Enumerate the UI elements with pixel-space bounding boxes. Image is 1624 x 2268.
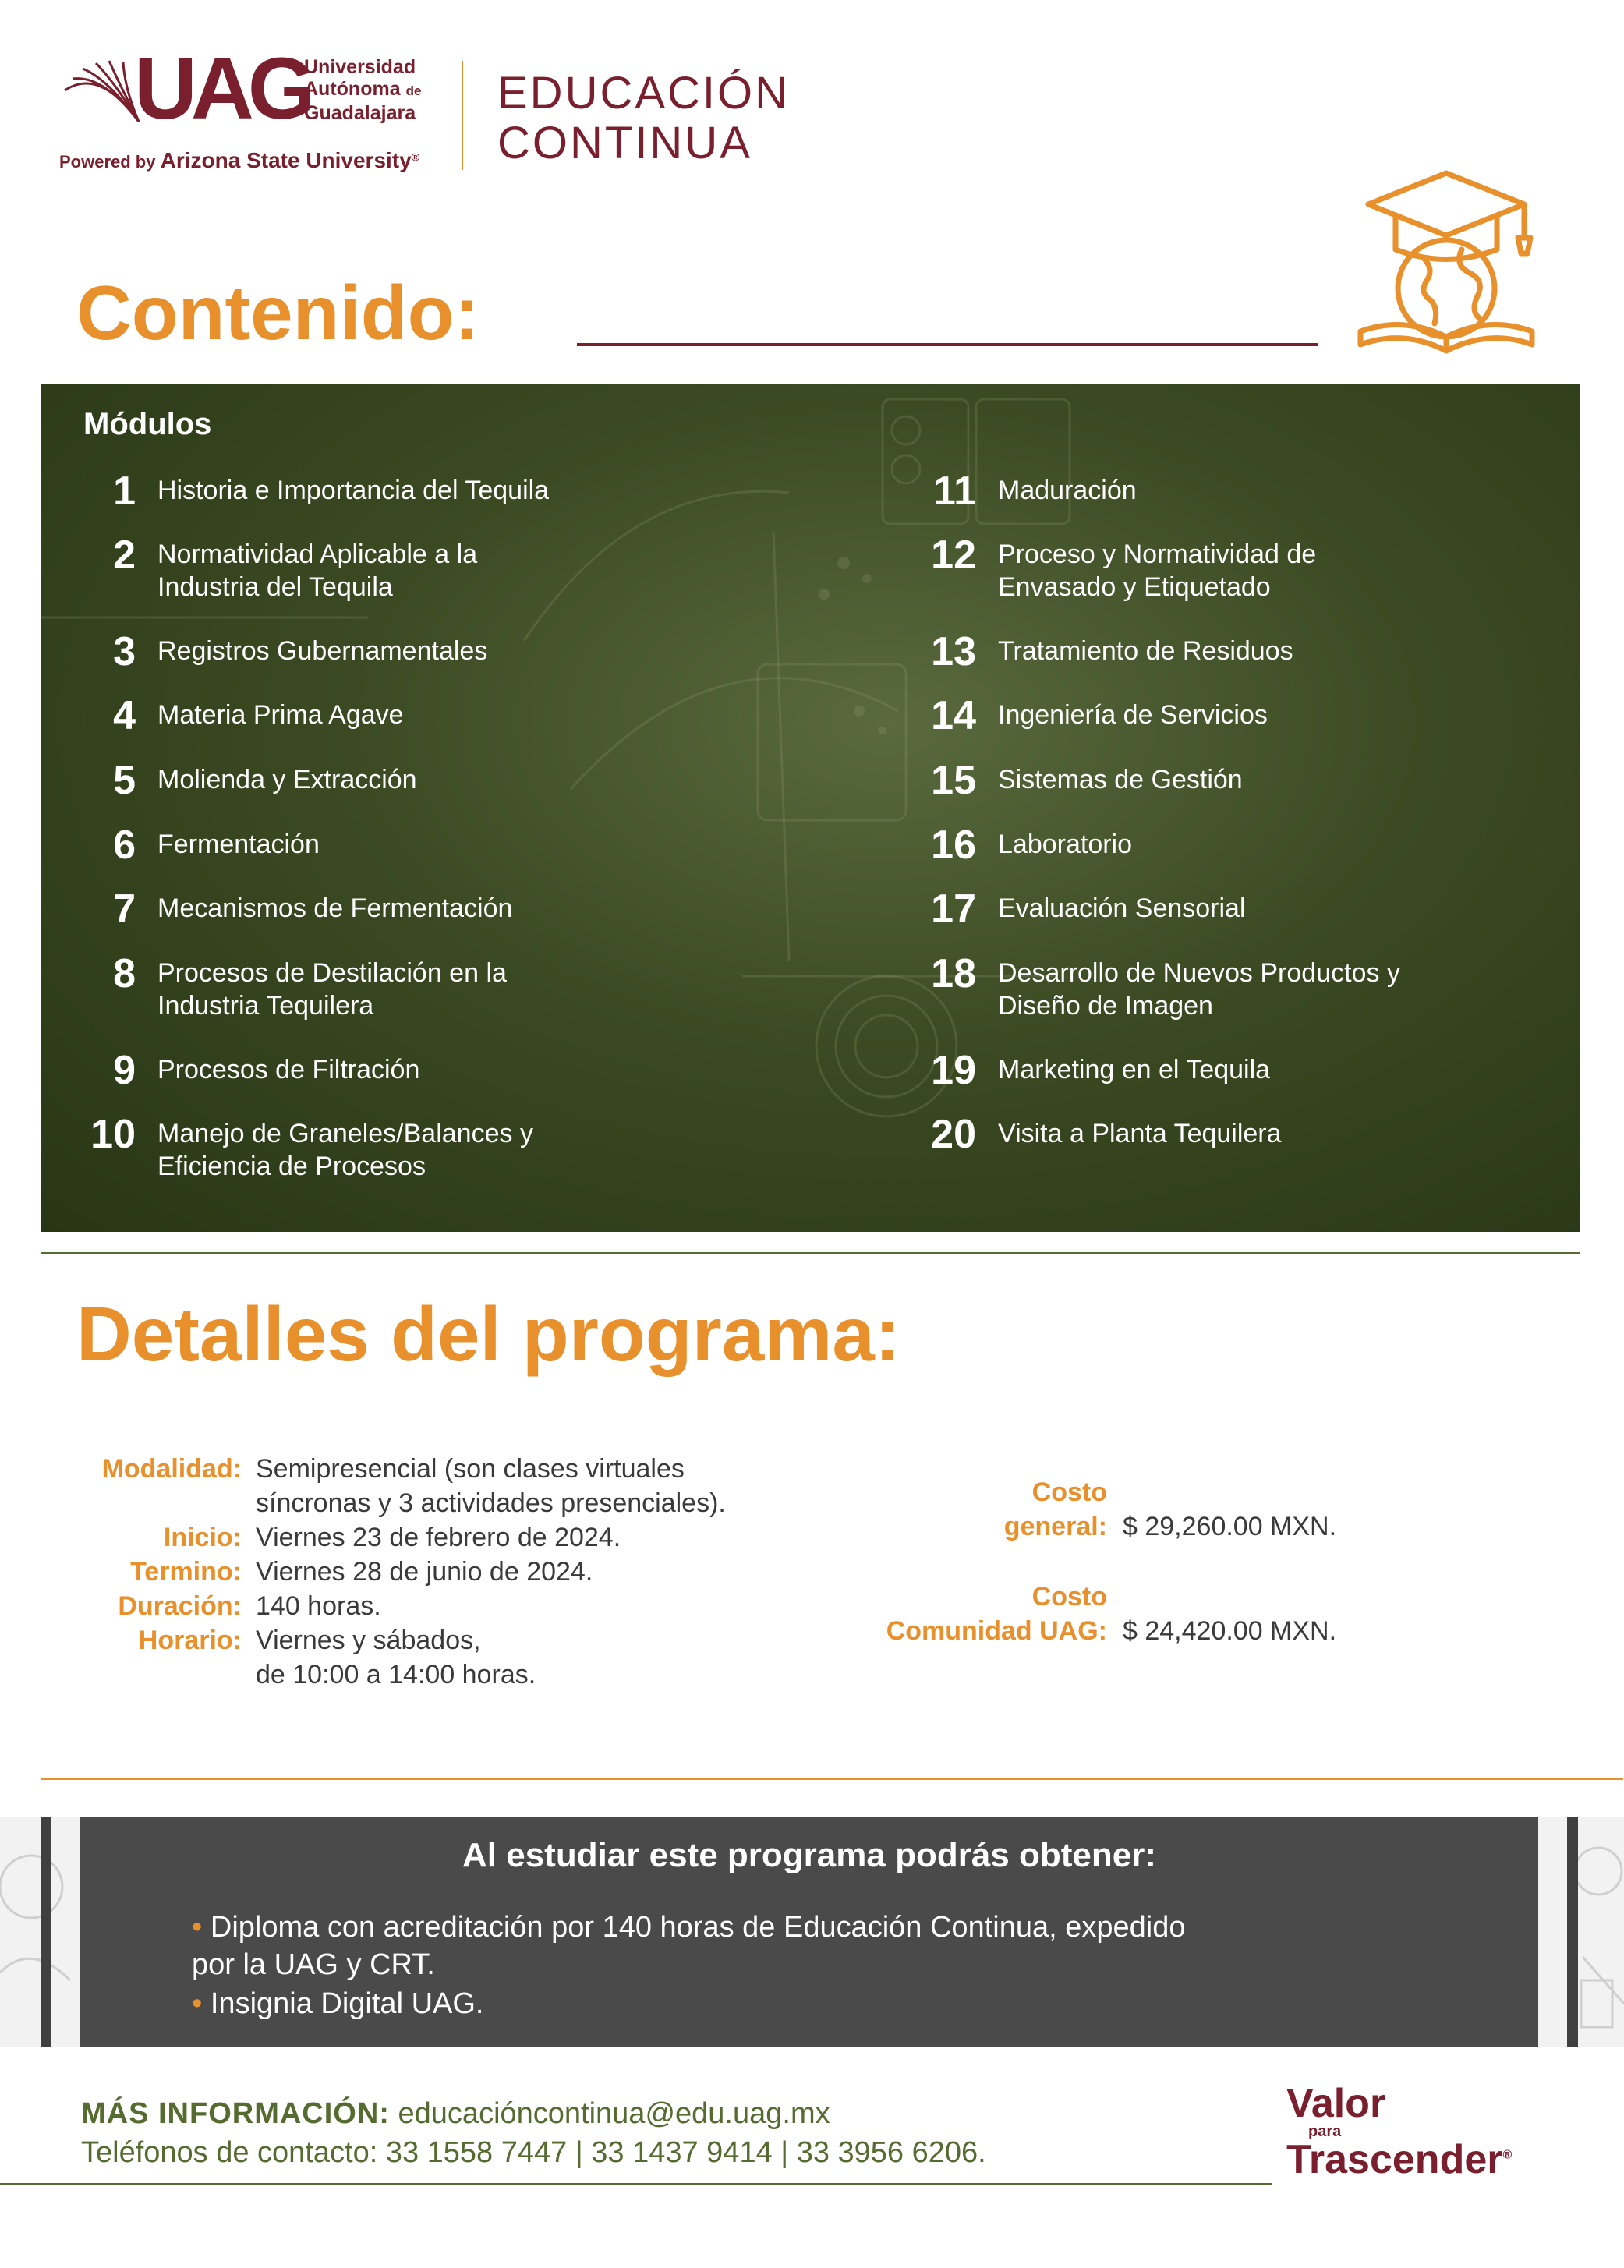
module-number: 18 xyxy=(931,951,976,996)
module-item xyxy=(65,1048,594,1093)
contenido-heading: Contenido: xyxy=(76,270,480,356)
module-label: Sistemas de Gestión xyxy=(998,765,1243,794)
module-item xyxy=(906,629,1435,674)
contenido-underline xyxy=(577,343,1318,346)
module-number: 12 xyxy=(931,533,976,578)
module-label: Manejo de Graneles/Balances y Eficiencia de Procesos xyxy=(157,1119,533,1181)
module-number: 2 xyxy=(113,533,136,578)
module-label: Procesos de Filtración xyxy=(157,1055,420,1084)
module-label: Proceso y Normatividad de Envasado y Etiquetado xyxy=(998,540,1317,602)
uag-fan-icon xyxy=(61,59,143,126)
module-label: Molienda y Extracción xyxy=(157,765,417,794)
duracion-value: 140 horas. xyxy=(256,1591,381,1621)
inicio-label: Inicio: xyxy=(163,1523,242,1552)
module-item xyxy=(906,823,1435,868)
university-name: Universidad Autónoma de Guadalajara xyxy=(304,56,422,124)
module-item xyxy=(65,533,563,603)
module-number: 5 xyxy=(113,758,136,803)
module-label: Fermentación xyxy=(157,830,320,859)
costo-general-value: $ 29,260.00 MXN. xyxy=(1123,1512,1337,1541)
info-label: MÁS INFORMACIÓN: xyxy=(81,2097,390,2130)
uag-logo-mark: UAG xyxy=(134,40,310,137)
benefit-item: • Insignia Digital UAG. xyxy=(192,1987,484,2020)
module-label: Materia Prima Agave xyxy=(157,700,404,730)
module-item xyxy=(65,951,563,1022)
modalidad-label: Modalidad: xyxy=(101,1454,242,1484)
module-item xyxy=(65,629,594,674)
detalles-heading: Detalles del programa: xyxy=(76,1291,900,1377)
module-item xyxy=(906,886,1435,932)
modalidad-value: Semipresencial (son clases virtuales síncronas y 3 actividades presenciales). xyxy=(256,1454,726,1518)
module-label: Laboratorio xyxy=(998,830,1133,859)
module-number: 4 xyxy=(113,693,136,738)
contact-email-line xyxy=(81,2097,830,2131)
module-item xyxy=(906,469,1435,514)
powered-by-asu: Powered by Arizona State University® xyxy=(59,148,420,172)
inicio-value: Viernes 23 de febrero de 2024. xyxy=(256,1523,621,1552)
costo-comunidad-value: $ 24,420.00 MXN. xyxy=(1123,1616,1337,1646)
module-item xyxy=(906,1112,1435,1157)
module-number: 17 xyxy=(931,886,976,932)
module-label: Ingeniería de Servicios xyxy=(998,700,1268,730)
module-label: Marketing en el Tequila xyxy=(998,1055,1271,1084)
costo-comunidad-label: Costo Comunidad UAG: xyxy=(886,1582,1107,1646)
section-divider xyxy=(41,1778,1623,1780)
benefit-item: • Diploma con acreditación por 140 horas de Educación Continua, expedido por la UAG y CRT. xyxy=(192,1911,1186,1981)
module-number: 20 xyxy=(931,1112,976,1157)
contact-email-link[interactable]: educacióncontinua@edu.uag.mx xyxy=(398,2097,830,2130)
header-divider xyxy=(462,61,463,170)
footer-divider xyxy=(0,2183,1272,2185)
costo-general-label: Costo general: xyxy=(1003,1477,1107,1541)
benefits-side-bar xyxy=(41,1817,51,2047)
module-item xyxy=(65,758,594,803)
module-number: 9 xyxy=(113,1048,136,1093)
module-label: Registros Gubernamentales xyxy=(157,636,488,666)
module-label: Maduración xyxy=(998,476,1137,505)
module-label: Procesos de Destilación en la Industria Tequilera xyxy=(157,958,507,1021)
module-number: 6 xyxy=(113,823,136,868)
module-number: 7 xyxy=(113,886,136,932)
bullet-icon: • xyxy=(192,1987,203,2020)
module-number: 14 xyxy=(931,693,976,738)
module-number: 8 xyxy=(113,951,136,996)
duracion-label: Duración: xyxy=(118,1591,242,1621)
graduation-globe-book-icon xyxy=(1345,164,1548,359)
benefits-side-bar xyxy=(1567,1817,1578,2047)
module-item xyxy=(65,693,594,738)
module-label: Tratamiento de Residuos xyxy=(998,636,1293,666)
module-item xyxy=(65,886,594,932)
module-number: 11 xyxy=(933,469,976,514)
module-label: Desarrollo de Nuevos Productos y Diseño de Imagen xyxy=(998,958,1400,1021)
horario-label: Horario: xyxy=(138,1626,242,1655)
module-label: Mecanismos de Fermentación xyxy=(157,893,513,923)
module-number: 19 xyxy=(931,1048,976,1093)
termino-label: Termino: xyxy=(130,1557,242,1587)
module-number: 10 xyxy=(90,1112,136,1157)
benefits-title: Al estudiar este programa podrás obtener: xyxy=(462,1836,1156,1874)
horario-value: Viernes y sábados, de 10:00 a 14:00 horas. xyxy=(256,1626,536,1690)
slogan-logo: Valor para Trascender® xyxy=(1286,2081,1513,2182)
section-divider xyxy=(41,1252,1580,1254)
module-label: Evaluación Sensorial xyxy=(998,893,1246,923)
module-item xyxy=(906,1048,1435,1093)
module-item xyxy=(906,693,1435,738)
module-label: Normatividad Aplicable a la Industria del Tequila xyxy=(157,540,478,602)
module-label: Historia e Importancia del Tequila xyxy=(157,476,550,505)
module-number: 15 xyxy=(931,758,976,803)
module-item xyxy=(65,469,594,514)
module-number: 16 xyxy=(931,823,976,868)
module-number: 13 xyxy=(931,629,976,674)
bullet-icon: • xyxy=(192,1911,203,1944)
module-item xyxy=(906,758,1435,803)
module-number: 1 xyxy=(113,469,136,514)
modules-title: Módulos xyxy=(83,407,212,441)
educacion-continua-title: EDUCACIÓN CONTINUA xyxy=(497,68,791,168)
module-item xyxy=(906,533,1403,603)
termino-value: Viernes 28 de junio de 2024. xyxy=(256,1557,593,1587)
modules-panel xyxy=(41,384,1580,1232)
module-item xyxy=(906,951,1466,1022)
module-item xyxy=(65,1112,594,1183)
contact-phones: Teléfonos de contacto: 33 1558 7447 | 33 1437 9414 | 33 3956 6206. xyxy=(81,2136,986,2169)
module-number: 3 xyxy=(113,629,136,674)
module-label: Visita a Planta Tequilera xyxy=(998,1119,1282,1148)
module-item xyxy=(65,823,594,868)
